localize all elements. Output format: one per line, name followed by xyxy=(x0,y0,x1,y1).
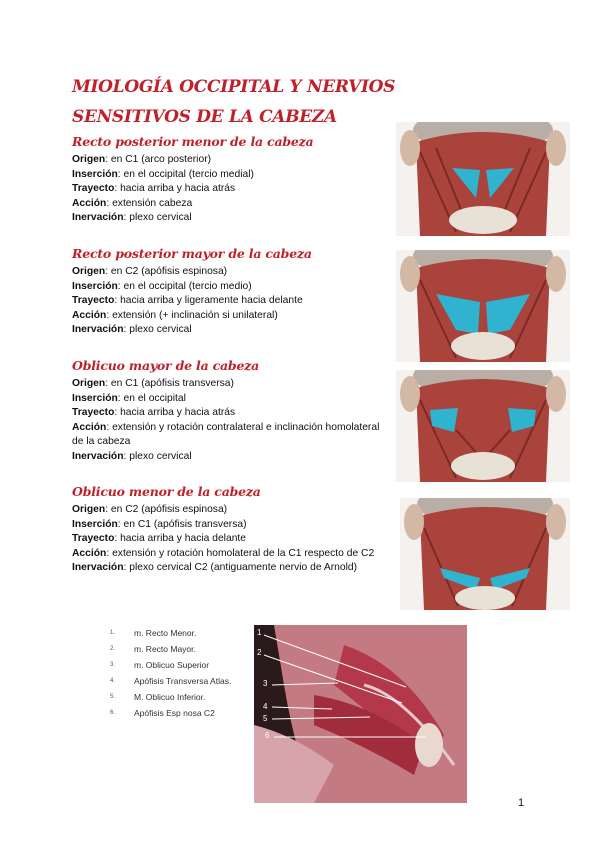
field-line: Origen: en C1 (apófisis transversa) xyxy=(72,378,234,389)
section-heading: Recto posterior mayor de la cabeza xyxy=(72,246,312,261)
list-item: 5. M. Oblicuo Inferior. xyxy=(110,691,206,702)
section-heading: Recto posterior menor de la cabeza xyxy=(72,134,314,149)
field-line: Origen: en C2 (apófisis espinosa) xyxy=(72,504,228,515)
photo-label: 2 xyxy=(257,648,262,657)
anatomy-image-oblicuo-mayor xyxy=(396,370,570,482)
numbered-legend xyxy=(110,626,250,721)
field-line: Acción: extensión y rotación homolateral de la C1 respecto de C2 xyxy=(72,547,375,559)
list-item: 3. m. Oblicuo Superior xyxy=(110,659,210,670)
field-line: Trayecto: hacia arriba y ligeramente hacia delante xyxy=(72,295,303,307)
field-line: Inervación: plexo cervical xyxy=(72,324,192,336)
list-item: 1. m. Recto Menor. xyxy=(110,628,197,638)
photo-label: 6 xyxy=(265,731,270,740)
field-line: Acción: extensión y rotación contralateral e inclinación homolateral de la cabeza xyxy=(72,421,380,448)
section-oblicuo-mayor xyxy=(72,358,392,465)
field-line: Acción: extensión cabeza xyxy=(72,197,193,209)
page-title: MIOLOGÍA OCCIPITAL Y NERVIOS SENSITIVOS DE LA CABEZA xyxy=(72,77,396,127)
section-heading: Oblicuo mayor de la cabeza xyxy=(72,358,260,373)
list-item: 6. Apófisis Esp nosa C2 xyxy=(110,707,215,718)
field-line: Inervación: plexo cervical xyxy=(72,450,192,462)
field-line: Inserción: en C1 (apófisis transversa) xyxy=(72,518,247,530)
page-number: 1 xyxy=(518,797,525,809)
anatomy-image-recto-mayor xyxy=(396,250,570,362)
field-line: Inserción: en el occipital (tercio medial) xyxy=(72,168,254,180)
photo-label: 5 xyxy=(263,714,268,723)
field-line: Origen: en C1 (arco posterior) xyxy=(72,154,212,165)
section-recto-menor xyxy=(72,134,392,226)
dissection-photo xyxy=(254,625,467,803)
field-line: Inervación: plexo cervical C2 (antiguamente nervio de Arnold) xyxy=(72,562,358,574)
section-oblicuo-menor xyxy=(72,484,390,576)
field-line: Inervación: plexo cervical xyxy=(72,212,192,224)
section-recto-mayor xyxy=(72,246,392,338)
field-line: Trayecto: hacia arriba y hacia delante xyxy=(72,533,247,545)
field-line: Inserción: en el occipital xyxy=(72,392,186,404)
list-item: 4. Apófisis Transversa Atlas. xyxy=(110,675,232,686)
photo-label: 3 xyxy=(263,679,268,688)
photo-label: 4 xyxy=(263,702,268,711)
field-line: Trayecto: hacia arriba y hacia atrás xyxy=(72,183,236,195)
field-line: Origen: en C2 (apófisis espinosa) xyxy=(72,266,228,277)
photo-label: 1 xyxy=(257,628,262,637)
field-line: Trayecto: hacia arriba y hacia atrás xyxy=(72,407,236,419)
anatomy-image-oblicuo-menor xyxy=(400,498,570,610)
field-line: Acción: extensión (+ inclinación si unilateral) xyxy=(72,309,278,321)
anatomy-image-recto-menor xyxy=(396,122,570,236)
field-line: Inserción: en el occipital (tercio medio) xyxy=(72,280,252,292)
list-item: 2. m. Recto Mayor. xyxy=(110,643,196,654)
section-heading: Oblicuo menor de la cabeza xyxy=(72,484,261,499)
